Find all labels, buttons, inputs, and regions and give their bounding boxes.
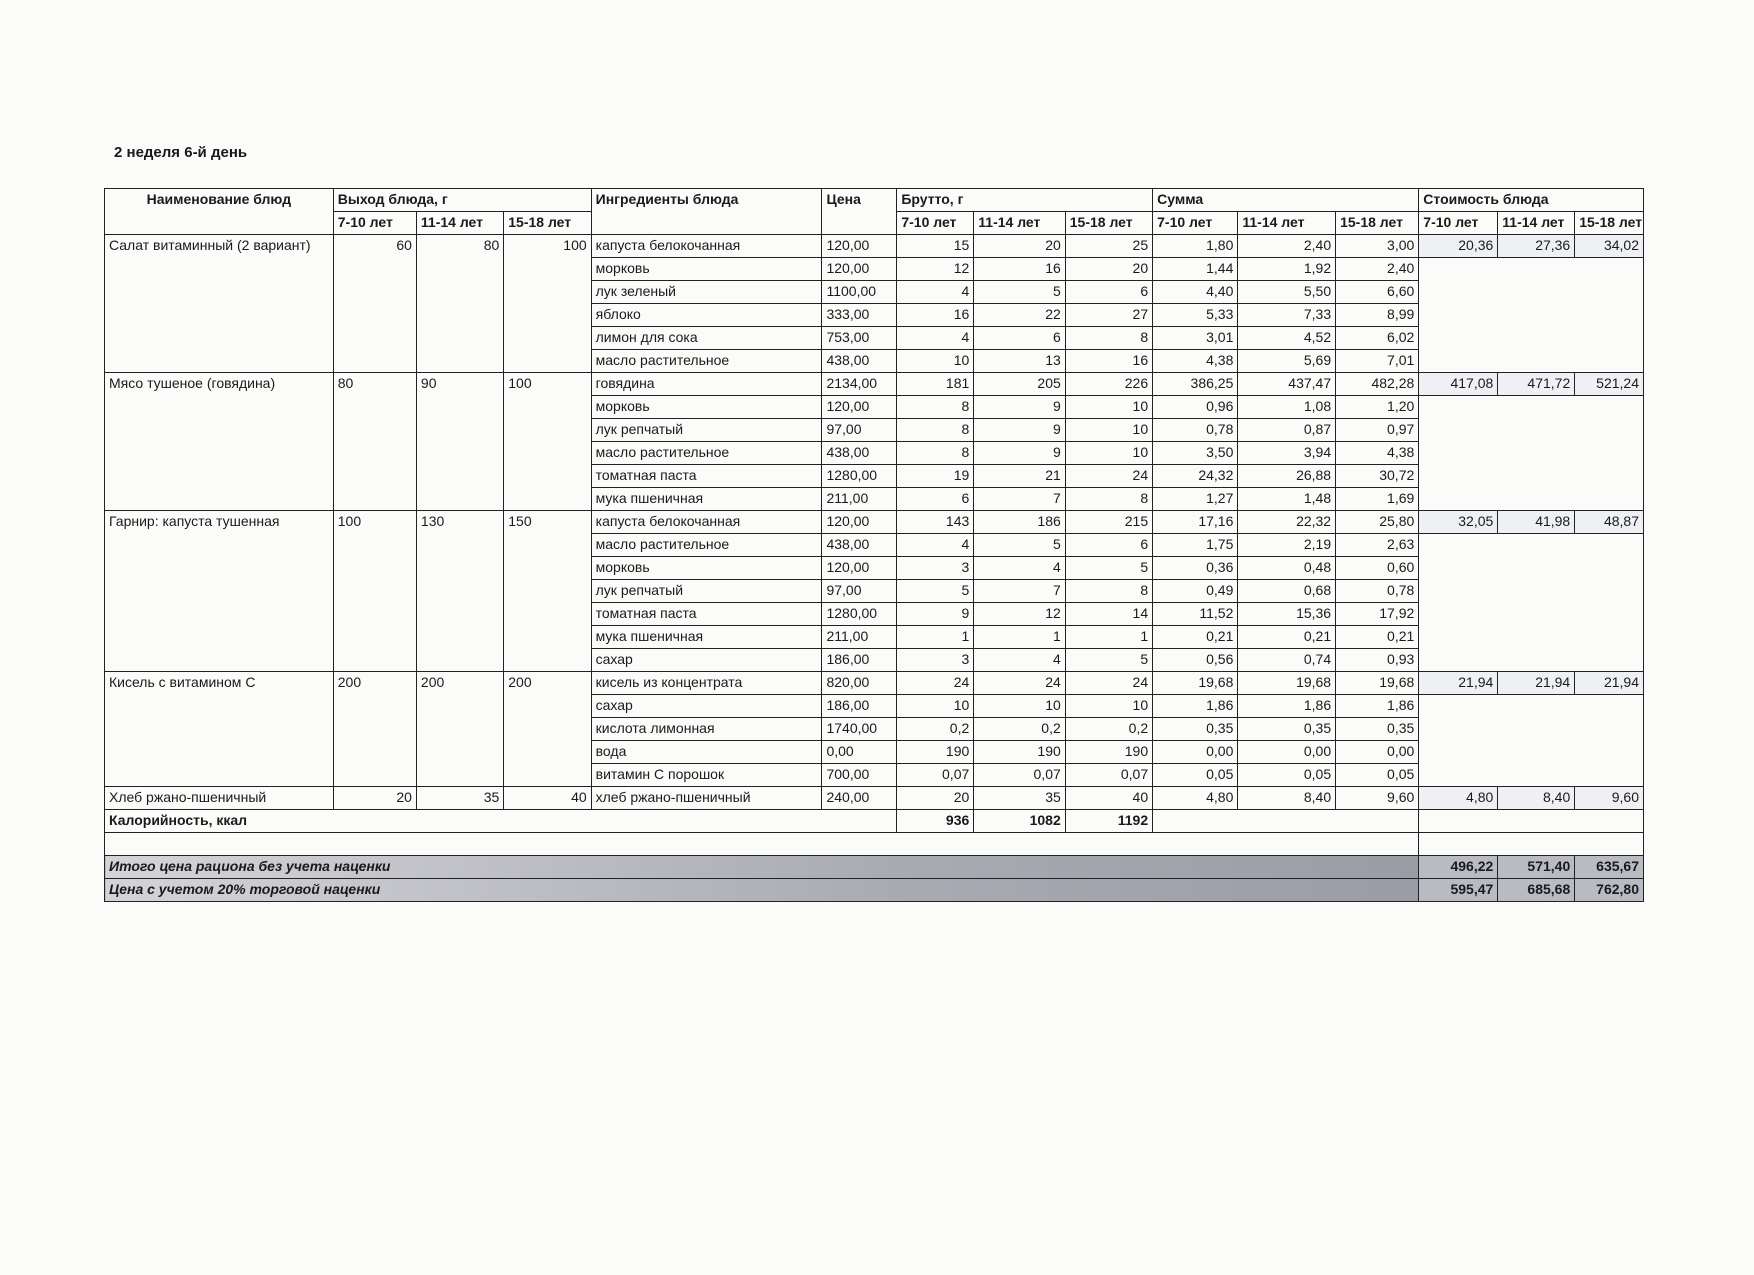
ingredient-sum: 6,60 bbox=[1336, 281, 1419, 304]
ingredient-gross: 24 bbox=[1065, 465, 1152, 488]
calories-value: 1192 bbox=[1065, 810, 1152, 833]
ingredient-gross: 1 bbox=[897, 626, 974, 649]
calories-spacer bbox=[1153, 810, 1419, 833]
dish-name: Гарнир: капуста тушенная bbox=[105, 511, 334, 672]
ingredient-sum: 3,50 bbox=[1153, 442, 1238, 465]
ingredient-gross: 205 bbox=[974, 373, 1066, 396]
ingredient-gross: 215 bbox=[1065, 511, 1152, 534]
ingredient-gross: 3 bbox=[897, 649, 974, 672]
ingredient-sum: 482,28 bbox=[1336, 373, 1419, 396]
ingredient-gross: 5 bbox=[974, 534, 1066, 557]
dish-cost: 9,60 bbox=[1575, 787, 1644, 810]
table-header bbox=[105, 189, 1644, 235]
table-row bbox=[105, 373, 1644, 396]
ingredient-sum: 1,08 bbox=[1238, 396, 1336, 419]
header-cost: Стоимость блюда bbox=[1419, 189, 1644, 212]
dish-yield: 60 bbox=[333, 235, 416, 373]
ingredient-name: сахар bbox=[591, 695, 822, 718]
ingredient-gross: 143 bbox=[897, 511, 974, 534]
ingredient-gross: 6 bbox=[1065, 534, 1152, 557]
ingredient-name: масло растительное bbox=[591, 350, 822, 373]
ingredient-price: 240,00 bbox=[822, 787, 897, 810]
ingredient-gross: 16 bbox=[974, 258, 1066, 281]
dish-cost: 4,80 bbox=[1419, 787, 1498, 810]
ingredient-sum: 7,33 bbox=[1238, 304, 1336, 327]
ingredient-gross: 186 bbox=[974, 511, 1066, 534]
ingredient-sum: 8,99 bbox=[1336, 304, 1419, 327]
ingredient-gross: 35 bbox=[974, 787, 1066, 810]
ingredient-gross: 181 bbox=[897, 373, 974, 396]
dish-cost: 21,94 bbox=[1419, 672, 1498, 695]
ingredient-sum: 1,20 bbox=[1336, 396, 1419, 419]
dish-yield: 80 bbox=[333, 373, 416, 511]
dish-name: Хлеб ржано-пшеничный bbox=[105, 787, 334, 810]
header-yield: Выход блюда, г bbox=[333, 189, 591, 212]
dish-yield: 35 bbox=[416, 787, 503, 810]
ingredient-sum: 19,68 bbox=[1238, 672, 1336, 695]
ingredient-gross: 8 bbox=[897, 396, 974, 419]
ingredient-name: лук зеленый bbox=[591, 281, 822, 304]
ingredient-price: 97,00 bbox=[822, 580, 897, 603]
ingredient-sum: 5,69 bbox=[1238, 350, 1336, 373]
ingredient-gross: 15 bbox=[897, 235, 974, 258]
ingredient-gross: 19 bbox=[897, 465, 974, 488]
ingredient-gross: 8 bbox=[897, 442, 974, 465]
ingredient-sum: 0,35 bbox=[1238, 718, 1336, 741]
total-value: 496,22 bbox=[1419, 856, 1498, 879]
ingredient-price: 700,00 bbox=[822, 764, 897, 787]
ingredient-sum: 0,96 bbox=[1153, 396, 1238, 419]
ingredient-sum: 3,01 bbox=[1153, 327, 1238, 350]
ingredient-sum: 2,63 bbox=[1336, 534, 1419, 557]
dish-yield: 130 bbox=[416, 511, 503, 672]
ingredient-sum: 25,80 bbox=[1336, 511, 1419, 534]
ingredient-name: капуста белокочанная bbox=[591, 235, 822, 258]
ingredient-gross: 10 bbox=[1065, 419, 1152, 442]
header-dish: Наименование блюд bbox=[105, 189, 334, 235]
ingredient-sum: 30,72 bbox=[1336, 465, 1419, 488]
calories-spacer bbox=[1419, 810, 1644, 833]
ingredient-sum: 1,27 bbox=[1153, 488, 1238, 511]
ingredient-gross: 6 bbox=[974, 327, 1066, 350]
ingredient-name: томатная паста bbox=[591, 465, 822, 488]
ingredient-name: морковь bbox=[591, 396, 822, 419]
header-gross: Брутто, г bbox=[897, 189, 1153, 212]
ingredient-sum: 24,32 bbox=[1153, 465, 1238, 488]
ingredient-name: лук репчатый bbox=[591, 580, 822, 603]
ingredient-gross: 5 bbox=[974, 281, 1066, 304]
ingredient-price: 333,00 bbox=[822, 304, 897, 327]
ingredient-price: 186,00 bbox=[822, 695, 897, 718]
ingredient-sum: 2,40 bbox=[1336, 258, 1419, 281]
ingredient-sum: 26,88 bbox=[1238, 465, 1336, 488]
ingredient-sum: 1,75 bbox=[1153, 534, 1238, 557]
ingredient-sum: 1,86 bbox=[1336, 695, 1419, 718]
ingredient-gross: 24 bbox=[1065, 672, 1152, 695]
menu-table bbox=[104, 188, 1644, 902]
ingredient-sum: 19,68 bbox=[1336, 672, 1419, 695]
ingredient-gross: 7 bbox=[974, 580, 1066, 603]
ingredient-gross: 10 bbox=[1065, 695, 1152, 718]
ingredient-sum: 4,52 bbox=[1238, 327, 1336, 350]
ingredient-gross: 10 bbox=[897, 350, 974, 373]
header-age: 7-10 лет bbox=[1153, 212, 1238, 235]
dish-yield: 200 bbox=[416, 672, 503, 787]
header-age: 15-18 лет bbox=[1065, 212, 1152, 235]
total-row bbox=[105, 879, 1644, 902]
ingredient-gross: 24 bbox=[897, 672, 974, 695]
dish-name: Салат витаминный (2 вариант) bbox=[105, 235, 334, 373]
ingredient-price: 186,00 bbox=[822, 649, 897, 672]
ingredient-name: кислота лимонная bbox=[591, 718, 822, 741]
ingredient-sum: 1,86 bbox=[1238, 695, 1336, 718]
ingredient-sum: 0,36 bbox=[1153, 557, 1238, 580]
blank-cell bbox=[1419, 833, 1644, 856]
ingredient-sum: 11,52 bbox=[1153, 603, 1238, 626]
ingredient-gross: 5 bbox=[1065, 557, 1152, 580]
ingredient-gross: 4 bbox=[897, 281, 974, 304]
header-age: 11-14 лет bbox=[974, 212, 1066, 235]
table-row bbox=[105, 511, 1644, 534]
dish-yield: 150 bbox=[504, 511, 591, 672]
ingredient-price: 97,00 bbox=[822, 419, 897, 442]
ingredient-gross: 13 bbox=[974, 350, 1066, 373]
ingredient-sum: 0,74 bbox=[1238, 649, 1336, 672]
ingredient-name: вода bbox=[591, 741, 822, 764]
ingredient-sum: 5,50 bbox=[1238, 281, 1336, 304]
ingredient-sum: 5,33 bbox=[1153, 304, 1238, 327]
ingredient-gross: 7 bbox=[974, 488, 1066, 511]
ingredient-gross: 8 bbox=[1065, 488, 1152, 511]
ingredient-gross: 9 bbox=[974, 419, 1066, 442]
ingredient-sum: 0,21 bbox=[1153, 626, 1238, 649]
ingredient-price: 438,00 bbox=[822, 350, 897, 373]
ingredient-gross: 8 bbox=[1065, 327, 1152, 350]
ingredient-gross: 4 bbox=[974, 557, 1066, 580]
ingredient-sum: 0,60 bbox=[1336, 557, 1419, 580]
dish-cost: 21,94 bbox=[1498, 672, 1575, 695]
ingredient-name: масло растительное bbox=[591, 534, 822, 557]
ingredient-gross: 14 bbox=[1065, 603, 1152, 626]
ingredient-gross: 4 bbox=[897, 327, 974, 350]
header-age: 15-18 лет bbox=[504, 212, 591, 235]
dish-yield: 100 bbox=[504, 235, 591, 373]
ingredient-price: 120,00 bbox=[822, 396, 897, 419]
ingredient-sum: 4,38 bbox=[1153, 350, 1238, 373]
ingredient-gross: 12 bbox=[897, 258, 974, 281]
ingredient-gross: 12 bbox=[974, 603, 1066, 626]
calories-label: Калорийность, ккал bbox=[105, 810, 897, 833]
dish-cost: 21,94 bbox=[1575, 672, 1644, 695]
ingredient-gross: 3 bbox=[897, 557, 974, 580]
table-row bbox=[105, 235, 1644, 258]
dish-yield: 200 bbox=[504, 672, 591, 787]
dish-cost: 34,02 bbox=[1575, 235, 1644, 258]
ingredient-sum: 15,36 bbox=[1238, 603, 1336, 626]
ingredient-gross: 40 bbox=[1065, 787, 1152, 810]
ingredient-gross: 25 bbox=[1065, 235, 1152, 258]
ingredient-gross: 5 bbox=[897, 580, 974, 603]
ingredient-sum: 0,35 bbox=[1153, 718, 1238, 741]
ingredient-gross: 9 bbox=[974, 396, 1066, 419]
ingredient-gross: 0,07 bbox=[974, 764, 1066, 787]
ingredient-gross: 4 bbox=[974, 649, 1066, 672]
ingredient-name: лук репчатый bbox=[591, 419, 822, 442]
ingredient-gross: 16 bbox=[897, 304, 974, 327]
dish-cost-spacer bbox=[1419, 258, 1644, 373]
table-row bbox=[105, 787, 1644, 810]
ingredient-price: 120,00 bbox=[822, 557, 897, 580]
ingredient-gross: 10 bbox=[1065, 442, 1152, 465]
header-price: Цена bbox=[822, 189, 897, 235]
ingredient-sum: 0,68 bbox=[1238, 580, 1336, 603]
ingredient-sum: 1,44 bbox=[1153, 258, 1238, 281]
ingredient-gross: 6 bbox=[897, 488, 974, 511]
ingredient-gross: 190 bbox=[1065, 741, 1152, 764]
ingredient-price: 438,00 bbox=[822, 442, 897, 465]
ingredient-gross: 0,2 bbox=[897, 718, 974, 741]
ingredient-gross: 10 bbox=[1065, 396, 1152, 419]
ingredient-sum: 0,56 bbox=[1153, 649, 1238, 672]
ingredient-name: морковь bbox=[591, 258, 822, 281]
ingredient-price: 753,00 bbox=[822, 327, 897, 350]
ingredient-name: витамин С порошок bbox=[591, 764, 822, 787]
ingredient-price: 120,00 bbox=[822, 511, 897, 534]
ingredient-name: капуста белокочанная bbox=[591, 511, 822, 534]
ingredient-gross: 10 bbox=[974, 695, 1066, 718]
ingredient-sum: 0,21 bbox=[1238, 626, 1336, 649]
ingredient-name: сахар bbox=[591, 649, 822, 672]
ingredient-name: морковь bbox=[591, 557, 822, 580]
ingredient-gross: 8 bbox=[897, 419, 974, 442]
table-row bbox=[105, 672, 1644, 695]
dish-yield: 40 bbox=[504, 787, 591, 810]
ingredient-gross: 4 bbox=[897, 534, 974, 557]
ingredient-sum: 2,40 bbox=[1238, 235, 1336, 258]
ingredient-sum: 386,25 bbox=[1153, 373, 1238, 396]
ingredient-price: 1100,00 bbox=[822, 281, 897, 304]
header-sum: Сумма bbox=[1153, 189, 1419, 212]
ingredient-gross: 20 bbox=[974, 235, 1066, 258]
ingredient-price: 211,00 bbox=[822, 626, 897, 649]
ingredient-sum: 0,93 bbox=[1336, 649, 1419, 672]
header-age: 15-18 лет bbox=[1336, 212, 1419, 235]
ingredient-sum: 0,00 bbox=[1238, 741, 1336, 764]
dish-cost: 27,36 bbox=[1498, 235, 1575, 258]
total-value: 685,68 bbox=[1498, 879, 1575, 902]
dish-yield: 80 bbox=[416, 235, 503, 373]
header-age: 11-14 лет bbox=[1238, 212, 1336, 235]
ingredient-sum: 0,05 bbox=[1238, 764, 1336, 787]
ingredient-name: говядина bbox=[591, 373, 822, 396]
ingredient-sum: 0,78 bbox=[1336, 580, 1419, 603]
ingredient-gross: 6 bbox=[1065, 281, 1152, 304]
ingredient-gross: 9 bbox=[897, 603, 974, 626]
dish-cost: 521,24 bbox=[1575, 373, 1644, 396]
ingredient-sum: 0,87 bbox=[1238, 419, 1336, 442]
ingredient-gross: 10 bbox=[897, 695, 974, 718]
header-age: 15-18 лет bbox=[1575, 212, 1644, 235]
ingredient-sum: 3,00 bbox=[1336, 235, 1419, 258]
ingredient-sum: 437,47 bbox=[1238, 373, 1336, 396]
ingredient-sum: 2,19 bbox=[1238, 534, 1336, 557]
ingredient-sum: 4,40 bbox=[1153, 281, 1238, 304]
ingredient-price: 438,00 bbox=[822, 534, 897, 557]
ingredient-sum: 0,35 bbox=[1336, 718, 1419, 741]
ingredient-gross: 190 bbox=[897, 741, 974, 764]
total-value: 571,40 bbox=[1498, 856, 1575, 879]
ingredient-sum: 1,92 bbox=[1238, 258, 1336, 281]
ingredient-sum: 1,80 bbox=[1153, 235, 1238, 258]
ingredient-gross: 24 bbox=[974, 672, 1066, 695]
ingredient-gross: 0,2 bbox=[974, 718, 1066, 741]
ingredient-sum: 0,97 bbox=[1336, 419, 1419, 442]
ingredient-price: 120,00 bbox=[822, 258, 897, 281]
dish-cost: 41,98 bbox=[1498, 511, 1575, 534]
ingredient-name: яблоко bbox=[591, 304, 822, 327]
total-value: 595,47 bbox=[1419, 879, 1498, 902]
blank-row bbox=[105, 833, 1644, 856]
ingredient-name: мука пшеничная bbox=[591, 488, 822, 511]
ingredient-name: томатная паста bbox=[591, 603, 822, 626]
ingredient-sum: 0,00 bbox=[1153, 741, 1238, 764]
dish-yield: 20 bbox=[333, 787, 416, 810]
ingredient-sum: 1,48 bbox=[1238, 488, 1336, 511]
ingredient-name: масло растительное bbox=[591, 442, 822, 465]
ingredient-gross: 5 bbox=[1065, 649, 1152, 672]
total-row bbox=[105, 856, 1644, 879]
ingredient-sum: 0,48 bbox=[1238, 557, 1336, 580]
total-label: Цена с учетом 20% торговой наценки bbox=[105, 879, 1419, 902]
header-age: 7-10 лет bbox=[897, 212, 974, 235]
ingredient-price: 2134,00 bbox=[822, 373, 897, 396]
dish-cost-spacer bbox=[1419, 534, 1644, 672]
ingredient-price: 0,00 bbox=[822, 741, 897, 764]
ingredient-sum: 0,78 bbox=[1153, 419, 1238, 442]
ingredient-sum: 17,16 bbox=[1153, 511, 1238, 534]
dish-cost-spacer bbox=[1419, 396, 1644, 511]
ingredient-gross: 21 bbox=[974, 465, 1066, 488]
ingredient-gross: 1 bbox=[974, 626, 1066, 649]
dish-yield: 100 bbox=[504, 373, 591, 511]
dish-cost: 32,05 bbox=[1419, 511, 1498, 534]
total-label: Итого цена рациона без учета наценки bbox=[105, 856, 1419, 879]
ingredient-sum: 8,40 bbox=[1238, 787, 1336, 810]
ingredient-gross: 16 bbox=[1065, 350, 1152, 373]
ingredient-sum: 19,68 bbox=[1153, 672, 1238, 695]
ingredient-gross: 190 bbox=[974, 741, 1066, 764]
ingredient-gross: 9 bbox=[974, 442, 1066, 465]
dish-name: Мясо тушеное (говядина) bbox=[105, 373, 334, 511]
total-value: 762,80 bbox=[1575, 879, 1644, 902]
ingredient-gross: 0,07 bbox=[897, 764, 974, 787]
ingredient-price: 820,00 bbox=[822, 672, 897, 695]
ingredient-sum: 7,01 bbox=[1336, 350, 1419, 373]
ingredient-gross: 0,2 bbox=[1065, 718, 1152, 741]
dish-cost: 48,87 bbox=[1575, 511, 1644, 534]
ingredient-sum: 22,32 bbox=[1238, 511, 1336, 534]
dish-cost: 8,40 bbox=[1498, 787, 1575, 810]
ingredient-price: 1280,00 bbox=[822, 465, 897, 488]
calories-value: 1082 bbox=[974, 810, 1066, 833]
page-title: 2 неделя 6-й день bbox=[114, 144, 248, 161]
header-ingredients: Ингредиенты блюда bbox=[591, 189, 822, 235]
ingredient-name: мука пшеничная bbox=[591, 626, 822, 649]
ingredient-gross: 226 bbox=[1065, 373, 1152, 396]
calories-value: 936 bbox=[897, 810, 974, 833]
ingredient-sum: 0,00 bbox=[1336, 741, 1419, 764]
ingredient-sum: 0,05 bbox=[1336, 764, 1419, 787]
dish-cost: 471,72 bbox=[1498, 373, 1575, 396]
ingredient-sum: 0,05 bbox=[1153, 764, 1238, 787]
header-age: 7-10 лет bbox=[1419, 212, 1498, 235]
calories-row bbox=[105, 810, 1644, 833]
ingredient-price: 1740,00 bbox=[822, 718, 897, 741]
table-body bbox=[105, 235, 1644, 902]
dish-yield: 200 bbox=[333, 672, 416, 787]
dish-cost: 20,36 bbox=[1419, 235, 1498, 258]
dish-cost-spacer bbox=[1419, 695, 1644, 787]
ingredient-name: кисель из концентрата bbox=[591, 672, 822, 695]
ingredient-gross: 0,07 bbox=[1065, 764, 1152, 787]
ingredient-price: 1280,00 bbox=[822, 603, 897, 626]
ingredient-sum: 3,94 bbox=[1238, 442, 1336, 465]
ingredient-price: 211,00 bbox=[822, 488, 897, 511]
ingredient-gross: 27 bbox=[1065, 304, 1152, 327]
dish-yield: 90 bbox=[416, 373, 503, 511]
ingredient-gross: 20 bbox=[1065, 258, 1152, 281]
ingredient-sum: 4,38 bbox=[1336, 442, 1419, 465]
ingredient-sum: 1,69 bbox=[1336, 488, 1419, 511]
ingredient-name: лимон для сока bbox=[591, 327, 822, 350]
dish-name: Кисель с витамином С bbox=[105, 672, 334, 787]
ingredient-name: хлеб ржано-пшеничный bbox=[591, 787, 822, 810]
ingredient-sum: 9,60 bbox=[1336, 787, 1419, 810]
blank-cell bbox=[105, 833, 1419, 856]
header-age: 11-14 лет bbox=[416, 212, 503, 235]
ingredient-sum: 17,92 bbox=[1336, 603, 1419, 626]
header-age: 7-10 лет bbox=[333, 212, 416, 235]
ingredient-gross: 22 bbox=[974, 304, 1066, 327]
ingredient-sum: 4,80 bbox=[1153, 787, 1238, 810]
dish-yield: 100 bbox=[333, 511, 416, 672]
ingredient-sum: 1,86 bbox=[1153, 695, 1238, 718]
ingredient-sum: 0,21 bbox=[1336, 626, 1419, 649]
ingredient-price: 120,00 bbox=[822, 235, 897, 258]
ingredient-sum: 0,49 bbox=[1153, 580, 1238, 603]
ingredient-gross: 20 bbox=[897, 787, 974, 810]
ingredient-sum: 6,02 bbox=[1336, 327, 1419, 350]
header-age: 11-14 лет bbox=[1498, 212, 1575, 235]
ingredient-gross: 8 bbox=[1065, 580, 1152, 603]
ingredient-gross: 1 bbox=[1065, 626, 1152, 649]
dish-cost: 417,08 bbox=[1419, 373, 1498, 396]
total-value: 635,67 bbox=[1575, 856, 1644, 879]
